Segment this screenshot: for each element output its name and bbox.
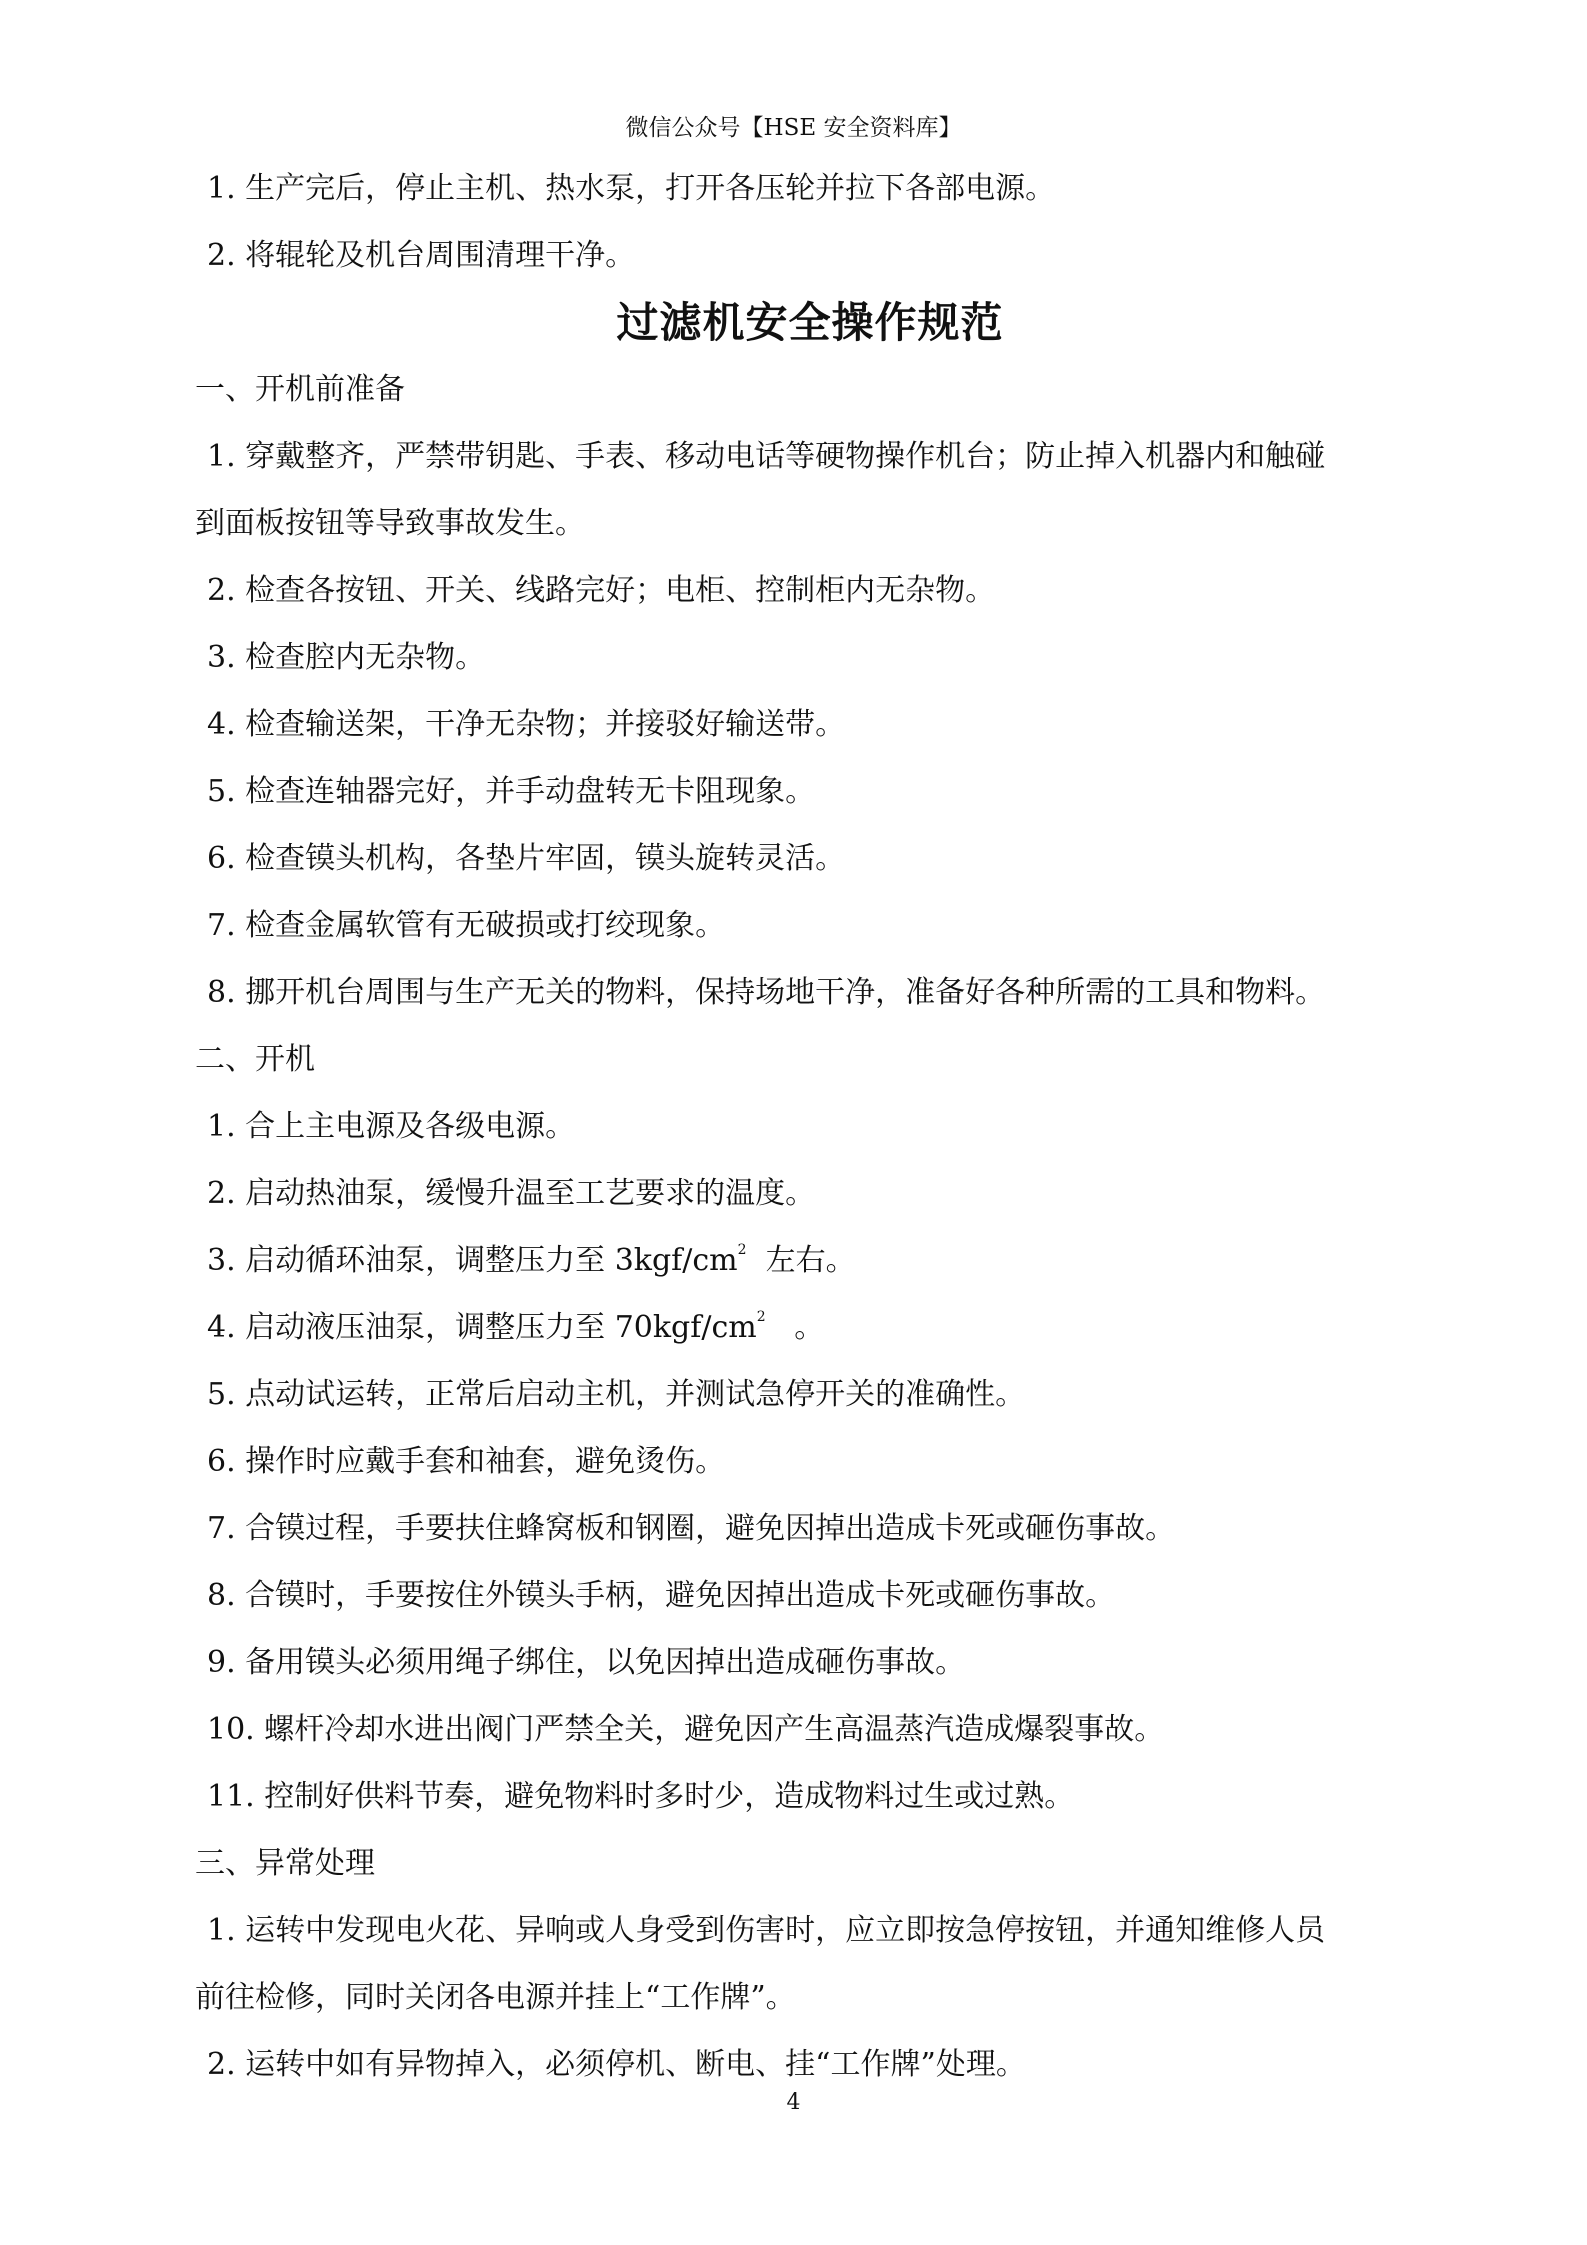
superscript: 2 — [756, 1309, 766, 1325]
list-item: 2. 检查各按钮、开关、线路完好；电柜、控制柜内无杂物。 — [207, 573, 996, 608]
section-heading: 三、异常处理 — [195, 1846, 375, 1881]
list-item: 6. 检查镆头机构，各垫片牢固，镆头旋转灵活。 — [207, 841, 846, 876]
list-item: 5. 点动试运转，正常后启动主机，并测试急停开关的准确性。 — [207, 1377, 1026, 1412]
document-title: 过滤机安全操作规范 — [616, 298, 1004, 347]
list-item: 10. 螺杆冷却水进出阀门严禁全关，避免因产生高温蒸汽造成爆裂事故。 — [207, 1712, 1165, 1747]
list-item: 1. 合上主电源及各级电源。 — [207, 1109, 576, 1144]
section-heading: 二、开机 — [195, 1042, 315, 1077]
list-item: 8. 合镆时，手要按住外镆头手柄，避免因掉出造成卡死或砸伤事故。 — [207, 1578, 1116, 1613]
document-body — [195, 155, 1425, 2098]
list-item: 7. 合镆过程，手要扶住蜂窝板和钢圈，避免因掉出造成卡死或砸伤事故。 — [207, 1511, 1176, 1546]
list-item: 8. 挪开机台周围与生产无关的物料，保持场地干净，准备好各种所需的工具和物料。 — [207, 975, 1326, 1010]
list-item: 2. 启动热油泵，缓慢升温至工艺要求的温度。 — [207, 1176, 816, 1211]
item-text: 左右。 — [746, 1243, 856, 1278]
list-item — [195, 1294, 1425, 1361]
list-item: 4. 检查输送架，干净无杂物；并接驳好输送带。 — [207, 707, 846, 742]
list-item: 1. 穿戴整齐，严禁带钥匙、手表、移动电话等硬物操作机台；防止掉入机器内和触碰 — [207, 439, 1326, 474]
list-item: 2. 将辊轮及机台周围清理干净。 — [207, 238, 636, 273]
list-item: 9. 备用镆头必须用绳子绑住，以免因掉出造成砸伤事故。 — [207, 1645, 966, 1680]
superscript: 2 — [737, 1242, 747, 1258]
list-item: 6. 操作时应戴手套和袖套，避免烫伤。 — [207, 1444, 726, 1479]
list-item: 11. 控制好供料节奏，避免物料时多时少，造成物料过生或过熟。 — [207, 1779, 1075, 1814]
list-item: 3. 检查腔内无杂物。 — [207, 640, 486, 675]
list-item: 7. 检查金属软管有无破损或打绞现象。 — [207, 908, 726, 943]
list-item — [195, 1227, 1425, 1294]
section-heading: 一、开机前准备 — [195, 372, 405, 407]
list-item: 2. 运转中如有异物掉入，必须停机、断电、挂“工作牌”处理。 — [207, 2047, 1026, 2082]
item-text: 。 — [765, 1310, 825, 1345]
list-item: 1. 运转中发现电火花、异响或人身受到伤害时，应立即按急停按钮，并通知维修人员 — [207, 1913, 1326, 1948]
page-header: 微信公众号【HSE 安全资料库】 — [625, 115, 962, 141]
list-item: 5. 检查连轴器完好，并手动盘转无卡阻现象。 — [207, 774, 816, 809]
item-text: 3. 启动循环油泵，调整压力至 3kgf/cm — [207, 1243, 738, 1278]
item-text: 4. 启动液压油泵，调整压力至 70kgf/cm — [207, 1310, 757, 1345]
list-item-continuation: 到面板按钮等导致事故发生。 — [195, 506, 585, 541]
list-item-continuation: 前往检修，同时关闭各电源并挂上“工作牌”。 — [195, 1980, 796, 2015]
page-number: 4 — [786, 2090, 801, 2115]
list-item: 1. 生产完后，停止主机、热水泵，打开各压轮并拉下各部电源。 — [207, 171, 1056, 206]
